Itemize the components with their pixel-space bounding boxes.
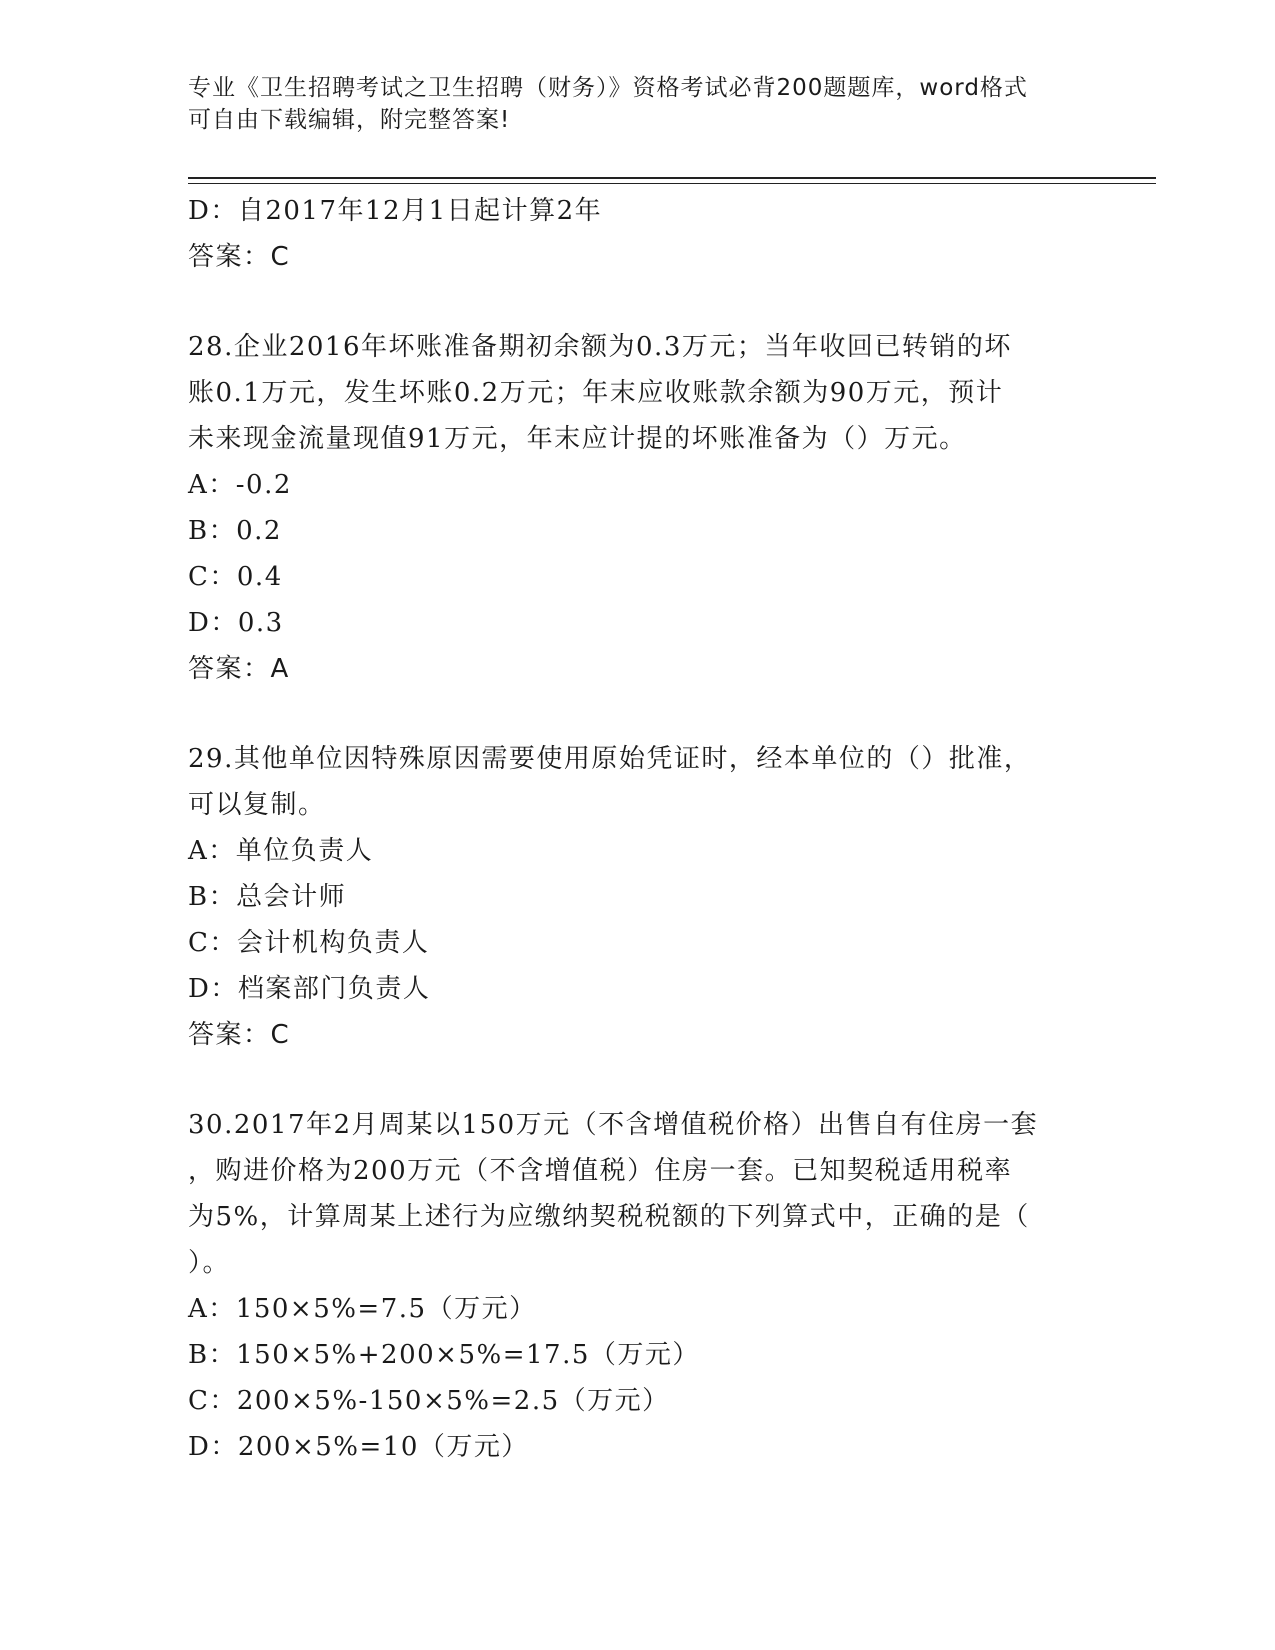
header-divider-thin	[188, 183, 1156, 184]
header-line-2: 可自由下载编辑，附完整答案!	[188, 107, 511, 133]
answer: 答案：A	[188, 654, 290, 684]
option-d: D：0.3	[188, 608, 284, 638]
header-divider-thick	[188, 177, 1156, 179]
option-d: D：自2017年12月1日起计算2年	[188, 196, 603, 226]
question-stem-line: 可以复制。	[188, 790, 326, 820]
header-line-1: 专业《卫生招聘考试之卫生招聘（财务）》资格考试必背200题题库，word格式	[188, 75, 1028, 101]
question-30	[188, 1102, 1088, 1470]
option-c: C：会计机构负责人	[188, 928, 430, 958]
option-a: A：150×5%=7.5（万元）	[188, 1294, 537, 1324]
option-b: B：150×5%+200×5%=17.5（万元）	[188, 1340, 700, 1370]
question-stem-line: 29.其他单位因特殊原因需要使用原始凭证时，经本单位的（）批准，	[188, 744, 1032, 774]
question-stem-line: 30.2017年2月周某以150万元（不含增值税价格）出售自有住房一套	[188, 1110, 1039, 1140]
option-c: C：200×5%-150×5%=2.5（万元）	[188, 1386, 670, 1416]
option-a: A：-0.2	[188, 470, 292, 500]
option-b: B：0.2	[188, 516, 282, 546]
answer: 答案：C	[188, 242, 291, 272]
question-stem-line: 未来现金流量现值91万元，年末应计提的坏账准备为（）万元。	[188, 424, 967, 454]
document-body	[188, 188, 1088, 1470]
option-d: D：档案部门负责人	[188, 974, 431, 1004]
question-stem-line: ，购进价格为200万元（不含增值税）住房一套。已知契税适用税率	[188, 1156, 1013, 1186]
option-a: A：单位负责人	[188, 836, 374, 866]
question-stem-line: ）。	[188, 1248, 231, 1278]
question-28	[188, 324, 1088, 692]
question-stem-line: 账0.1万元，发生坏账0.2万元；年末应收账款余额为90万元，预计	[188, 378, 1004, 408]
document-header	[188, 72, 1088, 136]
question-29	[188, 736, 1088, 1058]
answer: 答案：C	[188, 1020, 291, 1050]
option-d: D：200×5%=10（万元）	[188, 1432, 529, 1462]
option-b: B：总会计师	[188, 882, 347, 912]
question-stem-line: 为5%，计算周某上述行为应缴纳契税税额的下列算式中，正确的是（	[188, 1202, 1030, 1232]
option-c: C：0.4	[188, 562, 283, 592]
question-stem-line: 28.企业2016年坏账准备期初余额为0.3万元；当年收回已转销的坏	[188, 332, 1012, 362]
question-27-tail	[188, 188, 1088, 280]
